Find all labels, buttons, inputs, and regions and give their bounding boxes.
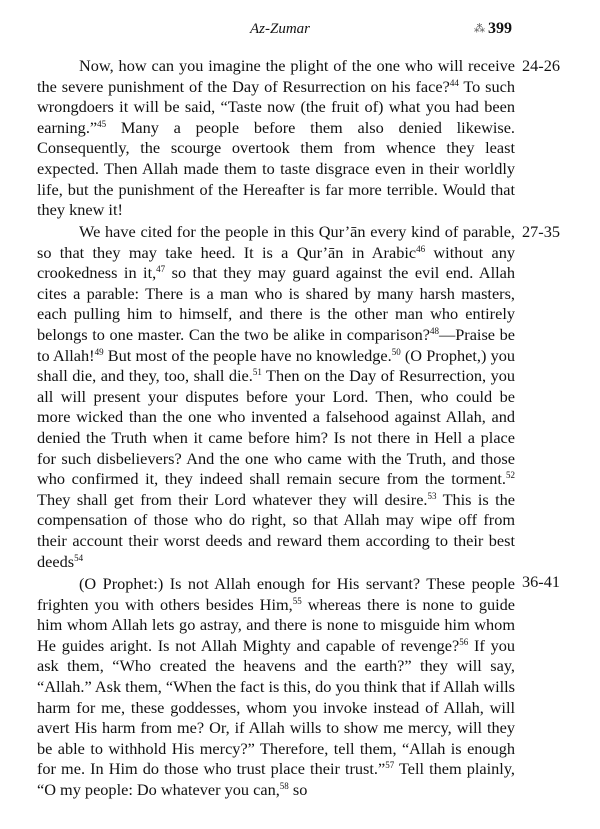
footnote-marker: 54	[74, 552, 84, 563]
paragraph-text: We have cited for the people in this Qur’ān every kind of parable, so that they may take heed. It is a Qur’ān in Arabic	[37, 222, 515, 262]
verse-range-label: 36-41	[522, 572, 560, 591]
footnote-marker: 55	[292, 595, 302, 606]
paragraph-text: Many a people before them also denied likewise. Consequently, the scourge overtook them from whence they least expected. Then Allah made them to taste disgrace even in their worldly life, but the punishment of the Hereafter is far more terrible. Would that they knew it!	[37, 117, 515, 220]
paragraph-text: so that they may guard against the evil end. Allah cites a parable: There is a man who is shared by many harsh masters, each pulling him to himself, and there is the other man who entirely belongs to one master. Can the two be alike in comparison?	[37, 263, 515, 344]
footnote-marker: 52	[506, 470, 515, 481]
paragraph-text: whereas there is none to guide him whom Allah lets go astray, and there is none to misguide him whom He guides aright. Is not Allah Mighty and capable of revenge?	[37, 594, 515, 655]
footnote-marker: 49	[94, 346, 104, 357]
footnote-marker: 51	[252, 367, 262, 378]
paragraph-text: (O Prophet:) Is not Allah enough for His servant? These people frighten you with others besides Him,	[37, 574, 515, 614]
footnote-marker: 47	[156, 264, 166, 275]
paragraph-text: Tell them plainly, “O my people: Do whatever you can,	[37, 759, 515, 799]
paragraph-text: This is the compensation of those who do right, so that Allah may wipe off from their account their worst deeds and reward them according to their best deeds	[37, 489, 515, 571]
paragraph-text: Now, how can you imagine the plight of the one who will receive the severe punishment of the Day of Resurrection on his face?	[37, 56, 515, 96]
footnote-marker: 53	[427, 490, 437, 501]
paragraph-text: so	[288, 779, 308, 799]
footnote-marker: 50	[391, 346, 401, 357]
footnote-marker: 57	[385, 760, 395, 771]
paragraph	[37, 574, 515, 801]
paragraph-text: (O Prophet,) you shall die, and they, too, shall die.	[37, 345, 516, 386]
footnote-marker: 45	[97, 118, 107, 129]
paragraph-text: If you ask them, “Who created the heavens and the earth?” they will say, “Allah.” Ask them, “When the fact is this, do you think that if Allah wills harm for me, these goddesses, whom you invoke instead of Allah, will avert His harm from me? Or, if Allah wills to show me mercy, will they be able to withhold His mercy?” Therefore, tell them, “Allah is enough for me. In Him do those who trust place their trust.”	[37, 635, 515, 779]
paragraph-text: To such wrongdoers it will be said, “Taste now (the fruit of) what you had been earning.”	[37, 76, 515, 137]
footnote-marker: 46	[416, 243, 426, 254]
verse-range-label: 27-35	[522, 222, 560, 241]
footnote-marker: 48	[429, 325, 439, 336]
paragraph	[37, 56, 515, 221]
paragraph-text: But most of the people have no knowledge.	[103, 345, 392, 365]
footnote-marker: 44	[449, 77, 459, 88]
paragraph-text: —Praise be to Allah!	[37, 324, 515, 365]
header-ornament: ⁂	[474, 23, 485, 35]
paragraph-text: They shall get from their Lord whatever they will desire.	[37, 489, 428, 509]
paragraph-text: without any crookedness in it,	[37, 242, 515, 283]
footnote-marker: 56	[459, 636, 469, 647]
paragraph-text: Then on the Day of Resurrection, you all will present your disputes before your Lord. Then, who could be more wicked than the one who invented a falsehood against Allah, and denied the Truth when it came before him? Is not there in Hell a place for such disbelievers? And the one who came with the Truth, and those who confirmed it, they indeed shall remain secure from the torment.	[37, 366, 515, 489]
running-header-title: Az-Zumar	[249, 21, 310, 37]
paragraph	[37, 222, 515, 572]
page-number: 399	[488, 20, 512, 37]
footnote-marker: 58	[279, 780, 289, 791]
verse-range-label: 24-26	[522, 56, 560, 75]
